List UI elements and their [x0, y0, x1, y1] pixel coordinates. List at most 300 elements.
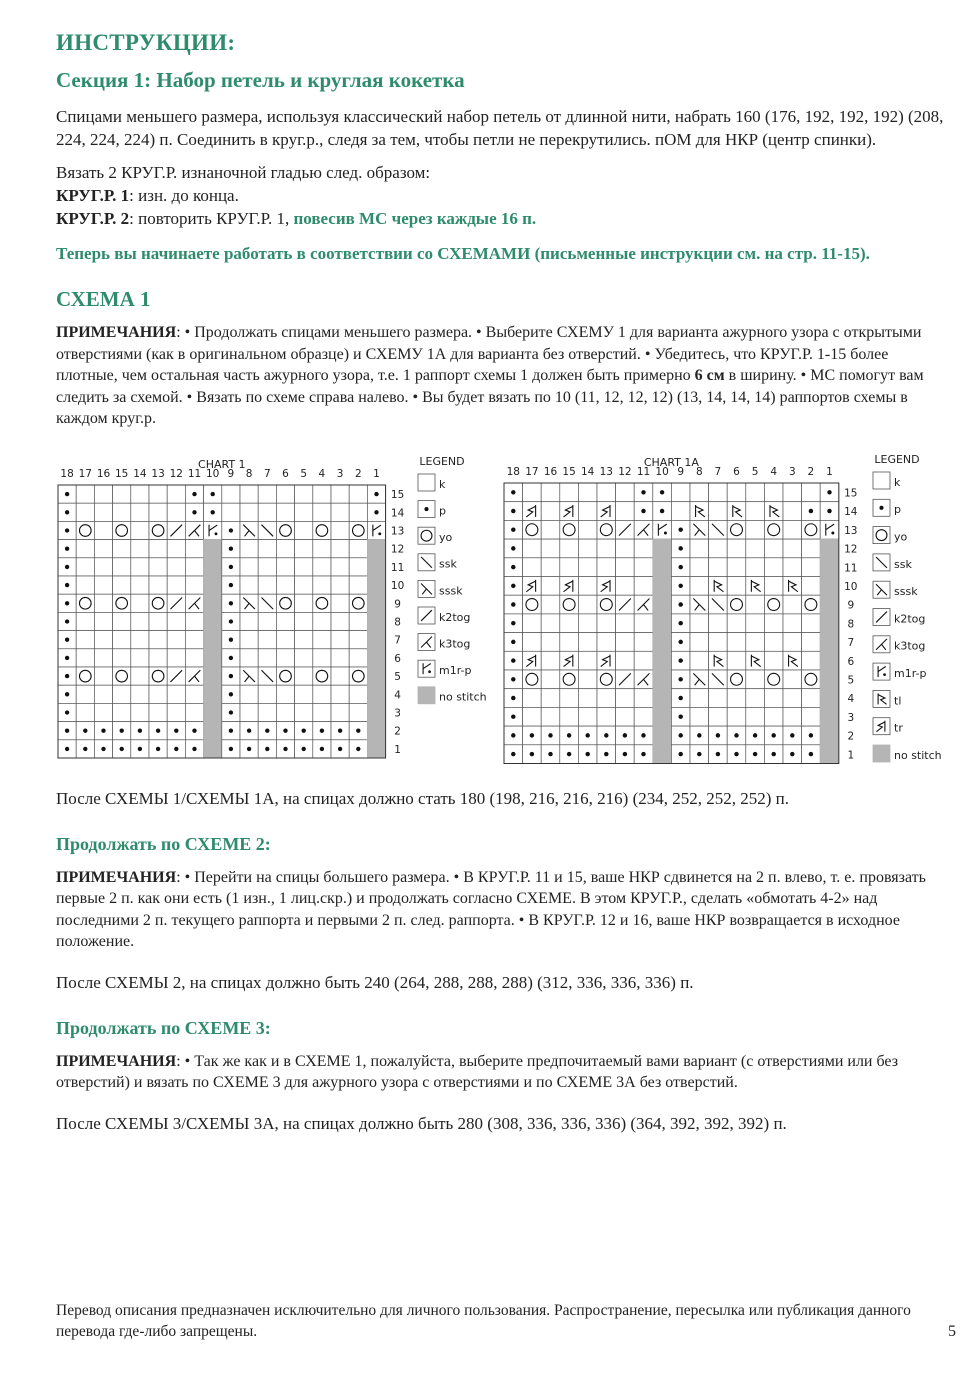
chart-cell-k	[185, 557, 203, 575]
chart-cell-k	[185, 539, 203, 557]
chart-cell-p	[222, 557, 240, 575]
chart1-row-label: 9	[394, 597, 401, 610]
chart-cell-sssk	[690, 595, 709, 614]
chart1a-col-label: 13	[599, 465, 613, 478]
chart-cell-k	[690, 613, 709, 632]
chart-cell-k	[560, 539, 579, 558]
chart-cell-k	[764, 707, 783, 726]
chart-cell-k	[149, 576, 167, 594]
chart-cell-ns	[204, 648, 222, 666]
chart-cell-k	[578, 483, 597, 502]
chart-cell-k	[295, 630, 313, 648]
chart-cell-yo	[149, 594, 167, 612]
legend-label: m1r-p	[439, 663, 472, 677]
chart-cell-p	[58, 739, 76, 757]
chart-cell-p	[258, 721, 276, 739]
chart-cell-p	[671, 539, 690, 558]
chart-cell-yo	[560, 595, 579, 614]
chart-cell-ns	[820, 670, 839, 689]
chart-cell-k	[185, 576, 203, 594]
chart-cell-p	[240, 721, 258, 739]
chart1a-row-label: 11	[844, 561, 858, 574]
chart-cell-p	[634, 726, 653, 745]
chart1a-row-label: 7	[847, 636, 855, 649]
chart-cell-k	[94, 557, 112, 575]
chart1-col-label: 13	[151, 467, 165, 480]
chart-cell-k2tog	[167, 667, 185, 685]
chart-cell-p	[58, 539, 76, 557]
chart-cell-p	[504, 651, 523, 670]
chart-cell-k	[240, 703, 258, 721]
chart-cell-tl	[727, 501, 746, 520]
chart-cell-k	[616, 707, 635, 726]
chart-cell-k	[727, 539, 746, 558]
chart-cell-k	[802, 613, 821, 632]
chart-cell-k	[634, 576, 653, 595]
chart-cell-p	[149, 739, 167, 757]
chart1a-col-label: 6	[733, 465, 740, 478]
chart-cell-k	[541, 707, 560, 726]
chart-cell-k	[94, 485, 112, 503]
chart-cell-k	[131, 485, 149, 503]
chart-cell-p	[671, 613, 690, 632]
chart-cell-yo	[113, 594, 131, 612]
chart-cell-k	[149, 648, 167, 666]
chart-cell-p	[349, 739, 367, 757]
chart1-col-label: 6	[282, 467, 289, 480]
chart-cell-k	[578, 501, 597, 520]
chart1-row-label: 14	[390, 506, 405, 519]
chart-cell-k	[331, 503, 349, 521]
chart-cell-k	[131, 521, 149, 539]
chart-cell-k	[523, 707, 542, 726]
chart-cell-p	[820, 483, 839, 502]
chart-cell-p	[504, 501, 523, 520]
chart-cell-k2tog	[616, 595, 635, 614]
chart-cell-p	[504, 670, 523, 689]
chart-cell-p	[504, 613, 523, 632]
chart-cell-sssk	[240, 594, 258, 612]
schema2-heading: Продолжать по СХЕМЕ 2:	[56, 833, 271, 854]
chart-cell-k	[783, 557, 802, 576]
chart-cell-ssk	[709, 520, 728, 539]
chart-cell-k	[560, 688, 579, 707]
chart-cell-p	[222, 739, 240, 757]
schema2-after: После СХЕМЫ 2, на спицах должно быть 240 (264, 288, 288, 288) (312, 336, 336, 336) п.	[56, 972, 694, 992]
chart-cell-p	[113, 739, 131, 757]
chart-cell-yo	[802, 520, 821, 539]
chart-cell-k	[240, 630, 258, 648]
chart-cell-k	[616, 688, 635, 707]
chart-cell-tr	[523, 576, 542, 595]
chart-cell-k	[597, 632, 616, 651]
chart-cell-k	[541, 520, 560, 539]
chart1-row-label: 10	[390, 579, 405, 592]
schema3-heading: Продолжать по СХЕМЕ 3:	[56, 1017, 271, 1038]
chart-cell-p	[802, 744, 821, 763]
chart1-col-label: 3	[336, 467, 344, 480]
chart-cell-k	[578, 557, 597, 576]
chart-cell-k	[349, 485, 367, 503]
legend-item-tl	[873, 690, 901, 707]
schema1-notes: ПРИМЕЧАНИЯ: • Продолжать спицами меньшего размера. • Выберите СХЕМУ 1 для варианта ажурного узора с открытыми отверстиями (как в оригинальном образце) и СХЕМУ 1А для варианта без отверстий. • Убедитесь, что КРУГ.Р. 1-15 более плотные, чем остальная часть ажурного узора, т.е. 1 раппорт схемы 1 должен быть примерно 6 см в ширину. • МС помогут вам следить за схемой. • Вязать по схеме справа налево. • Вы будет вязать по 10 (11, 12, 12, 12) (13, 14, 14, 14) раппортов схемы в каждом круг.р.	[56, 324, 924, 427]
chart1-col-label: 5	[300, 467, 308, 480]
chart-cell-k	[131, 576, 149, 594]
chart-cell-yo	[560, 520, 579, 539]
chart-cell-ns	[367, 557, 385, 575]
chart-cell-k	[258, 539, 276, 557]
chart-cell-p	[222, 594, 240, 612]
chart-cell-p	[349, 721, 367, 739]
chart-cell-p	[671, 744, 690, 763]
chart-cell-ns	[820, 744, 839, 763]
chart-cell-ns	[204, 667, 222, 685]
chart-cell-ssk	[258, 521, 276, 539]
chart-cell-k	[131, 648, 149, 666]
chart-cell-k	[258, 648, 276, 666]
chart-cell-k	[313, 503, 331, 521]
chart-cell-k	[240, 503, 258, 521]
page-number: 5	[948, 1323, 956, 1340]
chart1a-row-label: 13	[844, 524, 858, 537]
chart-cell-k	[313, 703, 331, 721]
chart1-col-label: 17	[78, 467, 92, 480]
chart-cell-k	[113, 485, 131, 503]
chart-cell-k	[727, 707, 746, 726]
chart-cell-k	[258, 685, 276, 703]
chart-cell-ns	[367, 539, 385, 557]
legend-label: tl	[894, 693, 902, 707]
section1-heading: Секция 1: Набор петель и круглая кокетка	[56, 68, 465, 92]
chart-cell-p	[167, 721, 185, 739]
chart-cell-k	[560, 613, 579, 632]
chart-cell-k	[331, 648, 349, 666]
chart-cell-tl	[783, 576, 802, 595]
chart-cell-ns	[820, 557, 839, 576]
section1-para1: Спицами меньшего размера, используя классический набор петель от длинной нити, набрать 160 (176, 192, 192, 192) (208, 224, 224, 224) п. Соединить в круг.р., следя за тем, чтобы петли не перекрутились. пОМ для НКР (центр спинки).	[56, 107, 944, 149]
chart-cell-yo	[560, 670, 579, 689]
chart-cell-yo	[313, 521, 331, 539]
chart-cell-k	[541, 501, 560, 520]
chart-cell-k	[746, 520, 765, 539]
chart-cell-ssk	[709, 670, 728, 689]
chart-cell-k	[94, 576, 112, 594]
chart-cell-k	[185, 685, 203, 703]
chart-cell-tr	[597, 651, 616, 670]
legend-label: yo	[894, 530, 908, 544]
chart-cell-k	[783, 688, 802, 707]
legend-label: tr	[894, 721, 903, 735]
chart1-chart	[58, 455, 487, 758]
chart-cell-k	[783, 501, 802, 520]
chart-cell-ns	[820, 707, 839, 726]
chart-cell-yo	[349, 521, 367, 539]
charts-svg	[0, 440, 969, 780]
chart-cell-ns	[820, 651, 839, 670]
chart1-col-label: 14	[133, 467, 147, 480]
chart-cell-k	[349, 648, 367, 666]
chart-cell-k	[727, 651, 746, 670]
charts-note: Теперь вы начинаете работать в соответствии со СХЕМАМИ (письменные инструкции см. на стр. 11-15).	[56, 244, 870, 263]
legend-label: k	[439, 477, 446, 491]
chart-cell-tl	[690, 501, 709, 520]
chart1a-col-label: 1	[826, 465, 833, 478]
chart-cell-k	[578, 595, 597, 614]
chart1-row-label: 4	[394, 688, 401, 701]
chart-cell-k	[616, 501, 635, 520]
chart-cell-k	[113, 557, 131, 575]
chart-cell-k	[240, 685, 258, 703]
chart-cell-ns	[820, 726, 839, 745]
chart-cell-k	[578, 539, 597, 558]
chart-cell-p	[560, 744, 579, 763]
chart1a-col-label: 16	[543, 465, 558, 478]
chart1a-row-label: 3	[847, 711, 855, 724]
chart-cell-k	[185, 630, 203, 648]
chart-cell-p	[746, 744, 765, 763]
chart-cell-p	[504, 595, 523, 614]
chart-cell-k	[276, 503, 294, 521]
chart-cell-k	[541, 613, 560, 632]
chart-cell-p	[504, 707, 523, 726]
chart1-col-label: 4	[318, 467, 326, 480]
chart-cell-k	[578, 651, 597, 670]
chart-cell-k	[541, 595, 560, 614]
chart-cell-k	[746, 539, 765, 558]
chart-cell-k	[746, 632, 765, 651]
chart-cell-p	[222, 667, 240, 685]
chart1-row-label: 3	[394, 707, 401, 720]
chart-cell-p	[504, 557, 523, 576]
chart-cell-k	[258, 485, 276, 503]
chart1-row-label: 13	[390, 525, 405, 538]
chart-cell-yo	[523, 520, 542, 539]
chart-cell-k	[523, 483, 542, 502]
chart-cell-p	[504, 632, 523, 651]
chart-cell-m1rp	[820, 520, 839, 539]
chart1-col-label: 8	[245, 467, 253, 480]
chart1a-row-label: 15	[844, 486, 858, 499]
chart-cell-tl	[746, 651, 765, 670]
chart-cell-p	[634, 501, 653, 520]
chart-cell-tl	[783, 651, 802, 670]
chart-cell-k	[240, 648, 258, 666]
chart-cell-k	[783, 670, 802, 689]
chart-cell-k	[94, 685, 112, 703]
chart-cell-m1rp	[204, 521, 222, 539]
chart-cell-k	[149, 685, 167, 703]
chart-cell-k	[258, 576, 276, 594]
chart-cell-p	[131, 721, 149, 739]
legend-label: no stitch	[439, 690, 487, 704]
chart1a-chart	[504, 453, 942, 764]
chart-cell-k	[94, 503, 112, 521]
legend-label: ssk	[439, 557, 457, 571]
chart-cell-yo	[764, 595, 783, 614]
chart-cell-k	[616, 576, 635, 595]
chart1-col-label: 10	[206, 467, 220, 480]
chart-cell-k	[541, 557, 560, 576]
chart-cell-k	[131, 703, 149, 721]
section1-row1: КРУГ.Р. 1: изн. до конца.	[56, 186, 239, 205]
chart1a-row-label: 12	[844, 543, 858, 556]
chart-cell-k	[634, 613, 653, 632]
chart-cell-p	[783, 744, 802, 763]
chart-cell-k	[113, 630, 131, 648]
chart-cell-k	[276, 703, 294, 721]
legend-label: k2tog	[894, 611, 926, 625]
chart-cell-k	[149, 485, 167, 503]
chart1a-row-label: 2	[847, 730, 855, 743]
chart-cell-p	[671, 576, 690, 595]
chart-cell-k	[541, 670, 560, 689]
chart-cell-ssk	[709, 595, 728, 614]
chart-cell-p	[671, 595, 690, 614]
chart-cell-k	[634, 707, 653, 726]
chart-cell-k	[783, 483, 802, 502]
chart-cell-p	[76, 721, 94, 739]
chart-cell-k	[113, 576, 131, 594]
chart1-row-label: 8	[394, 616, 401, 629]
chart-cell-p	[709, 744, 728, 763]
chart1a-row-label: 14	[844, 505, 858, 518]
legend-item-yo	[873, 526, 908, 543]
chart-cell-k	[222, 503, 240, 521]
chart-cell-p	[634, 483, 653, 502]
chart-cell-k	[746, 557, 765, 576]
chart-cell-p	[58, 703, 76, 721]
chart-cell-yo	[313, 594, 331, 612]
chart-cell-p	[504, 539, 523, 558]
chart-cell-k	[131, 539, 149, 557]
chart-cell-k	[331, 667, 349, 685]
chart-cell-yo	[764, 670, 783, 689]
chart-cell-k	[113, 539, 131, 557]
chart-cell-ssk	[258, 667, 276, 685]
chart-cell-k	[276, 557, 294, 575]
chart-cell-k	[276, 576, 294, 594]
chart-cell-yo	[727, 595, 746, 614]
chart-cell-yo	[523, 595, 542, 614]
chart-cell-k	[94, 703, 112, 721]
chart-cell-yo	[76, 667, 94, 685]
chart-cell-k	[149, 503, 167, 521]
chart1-legend-title: LEGEND	[419, 454, 465, 468]
legend-item-k3tog	[873, 635, 925, 652]
chart-cell-p	[802, 726, 821, 745]
chart-cell-k	[331, 594, 349, 612]
chart-cell-k	[746, 595, 765, 614]
chart-cell-k	[541, 539, 560, 558]
chart-cell-k	[295, 648, 313, 666]
chart-cell-p	[222, 576, 240, 594]
chart1-row-label: 11	[390, 561, 405, 574]
chart-cell-k	[597, 483, 616, 502]
chart-cell-p	[222, 685, 240, 703]
chart-cell-p	[76, 739, 94, 757]
chart-cell-k	[523, 632, 542, 651]
chart-cell-ns	[204, 594, 222, 612]
chart-cell-k	[258, 703, 276, 721]
chart-cell-k	[560, 483, 579, 502]
chart1-col-label: 18	[60, 467, 74, 480]
legend-item-ns	[873, 745, 942, 762]
chart-cell-k	[541, 688, 560, 707]
chart-cell-k	[349, 539, 367, 557]
legend-item-k	[873, 472, 901, 489]
chart1a-col-label: 18	[506, 465, 520, 478]
chart-cell-k	[727, 632, 746, 651]
chart-cell-ns	[653, 651, 672, 670]
chart-cell-p	[185, 503, 203, 521]
chart-cell-k	[76, 557, 94, 575]
chart-cell-k	[597, 688, 616, 707]
chart-cell-p	[58, 685, 76, 703]
chart-cell-k	[764, 576, 783, 595]
chart-cell-k	[616, 557, 635, 576]
chart-cell-ns	[653, 632, 672, 651]
chart-cell-k	[313, 539, 331, 557]
chart-cell-k	[746, 483, 765, 502]
chart-cell-p	[58, 485, 76, 503]
chart-cell-yo	[313, 667, 331, 685]
chart-cell-k	[149, 557, 167, 575]
legend-label: k3tog	[894, 639, 926, 653]
chart-cell-k	[690, 707, 709, 726]
chart-cell-k	[276, 485, 294, 503]
chart-cell-k	[167, 539, 185, 557]
chart-cell-p	[94, 721, 112, 739]
chart-cell-k	[240, 485, 258, 503]
chart1-col-label: 9	[227, 467, 235, 480]
chart1-row-label: 5	[394, 670, 401, 683]
chart-cell-k	[764, 632, 783, 651]
chart-cell-sssk	[240, 667, 258, 685]
chart-cell-p	[671, 726, 690, 745]
chart-cell-k3tog	[634, 520, 653, 539]
chart-cell-m1rp	[367, 521, 385, 539]
chart-cell-ns	[653, 557, 672, 576]
chart-cell-k	[295, 557, 313, 575]
chart-cell-ns	[653, 670, 672, 689]
chart-cell-k3tog	[185, 594, 203, 612]
chart-cell-k	[764, 557, 783, 576]
chart-cell-k	[616, 651, 635, 670]
page-content	[56, 30, 951, 1145]
chart-cell-k2tog	[616, 520, 635, 539]
chart-cell-yo	[276, 521, 294, 539]
chart-cell-k	[167, 485, 185, 503]
chart-cell-k2tog	[167, 521, 185, 539]
legend-label: sssk	[894, 584, 918, 598]
chart-cell-ssk	[258, 594, 276, 612]
chart-cell-k	[597, 707, 616, 726]
chart-cell-yo	[76, 521, 94, 539]
chart-cell-k	[523, 688, 542, 707]
chart-cell-k	[76, 539, 94, 557]
legend-item-ssk	[418, 553, 457, 570]
chart-cell-k	[331, 539, 349, 557]
chart-cell-yo	[149, 667, 167, 685]
schema1-heading: СХЕМА 1	[56, 287, 151, 311]
chart-cell-k	[167, 648, 185, 666]
chart-cell-k	[331, 485, 349, 503]
chart-cell-k	[690, 688, 709, 707]
schema1-after: После СХЕМЫ 1/СХЕМЫ 1А, на спицах должно стать 180 (198, 216, 216, 216) (234, 252, 252, 252) п.	[56, 788, 790, 808]
chart-cell-ns	[204, 721, 222, 739]
chart1a-col-label: 12	[618, 465, 632, 478]
chart-cell-p	[746, 726, 765, 745]
